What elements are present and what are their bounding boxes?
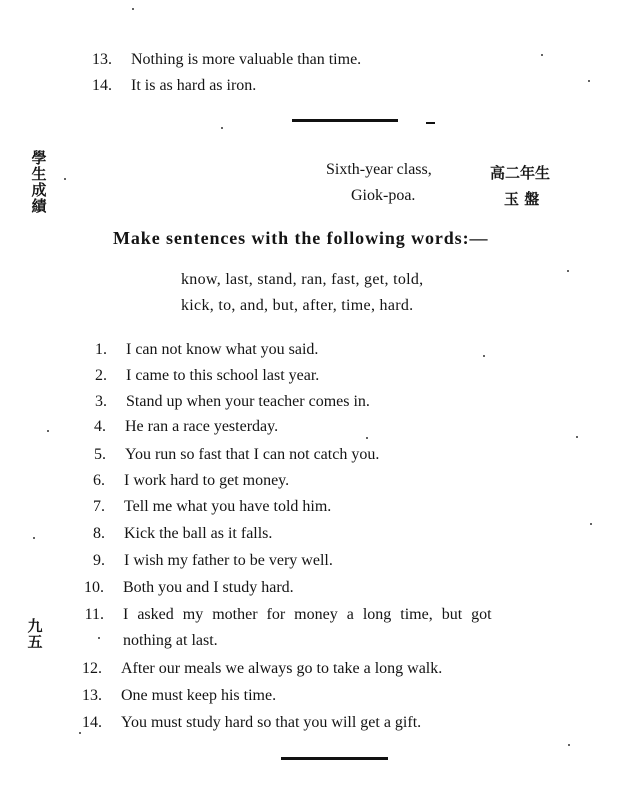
sentence-text: Both you and I study hard. [123, 579, 294, 596]
scan-speck [33, 537, 35, 539]
word-list-line-2: kick, to, and, but, after, time, hard. [181, 297, 414, 314]
sentence-number: 2. [95, 367, 107, 384]
sentence-number: 1. [95, 341, 107, 358]
sentence-number: 11. [84, 606, 104, 623]
sentence-text: I asked my mother for money a long time, but got [123, 606, 492, 623]
scan-speck [567, 270, 569, 272]
section-divider [292, 119, 398, 122]
sentence-number: 12. [82, 660, 102, 677]
divider-dash [426, 122, 435, 124]
item-text: Nothing is more valuable than time. [131, 51, 362, 68]
sentence-text: I came to this school last year. [126, 367, 320, 384]
student-name: Giok-poa. [351, 187, 416, 204]
sentence-number: 10. [84, 579, 104, 596]
scan-speck [568, 744, 570, 746]
class-label: Sixth-year class, [326, 161, 432, 178]
sentence-text: I wish my father to be very well. [124, 552, 333, 569]
sentence-text: You must study hard so that you will get a gift. [121, 714, 422, 731]
scan-speck [221, 127, 223, 129]
scan-speck [541, 54, 543, 56]
sentence-number: 9. [93, 552, 105, 569]
item-number: 13. [92, 51, 112, 68]
sentence-number: 6. [93, 472, 105, 489]
sentence-number: 7. [93, 498, 105, 515]
sentence-number: 5. [94, 446, 106, 463]
sentence-text: I can not know what you said. [126, 341, 319, 358]
sentence-text: One must keep his time. [121, 687, 277, 704]
scan-speck [47, 430, 49, 432]
sentence-number: 14. [82, 714, 102, 731]
scan-speck [590, 523, 592, 525]
scan-speck [64, 178, 66, 180]
scan-speck [588, 80, 590, 82]
item-text: It is as hard as iron. [131, 77, 257, 94]
sentence-number: 13. [82, 687, 102, 704]
scan-speck [366, 437, 368, 439]
sentence-text: I work hard to get money. [124, 472, 290, 489]
name-cjk: 玉 盤 [504, 190, 540, 208]
side-label-grades: 學生成績 [31, 149, 47, 215]
sentence-text: You run so fast that I can not catch you. [125, 446, 380, 463]
instruction-heading: Make sentences with the following words:— [113, 228, 489, 248]
sentence-text-continued: nothing at last. [123, 632, 218, 649]
scan-speck [132, 8, 134, 10]
sentence-text: After our meals we always go to take a long walk. [121, 660, 443, 677]
item-number: 14. [92, 77, 112, 94]
side-page-number: 九五 [27, 617, 43, 651]
scan-speck [483, 355, 485, 357]
scan-speck [98, 637, 100, 639]
section-divider-bottom [281, 757, 388, 760]
word-list-line-1: know, last, stand, ran, fast, get, told, [181, 271, 424, 288]
sentence-text: He ran a race yesterday. [125, 418, 279, 435]
sentence-text: Stand up when your teacher comes in. [126, 393, 370, 410]
sentence-number: 8. [93, 525, 105, 542]
class-cjk: 高二年生 [490, 164, 551, 182]
sentence-number: 3. [95, 393, 107, 410]
sentence-number: 4. [94, 418, 106, 435]
scan-speck [576, 436, 578, 438]
sentence-text: Kick the ball as it falls. [124, 525, 273, 542]
scan-speck [79, 732, 81, 734]
sentence-text: Tell me what you have told him. [124, 498, 332, 515]
